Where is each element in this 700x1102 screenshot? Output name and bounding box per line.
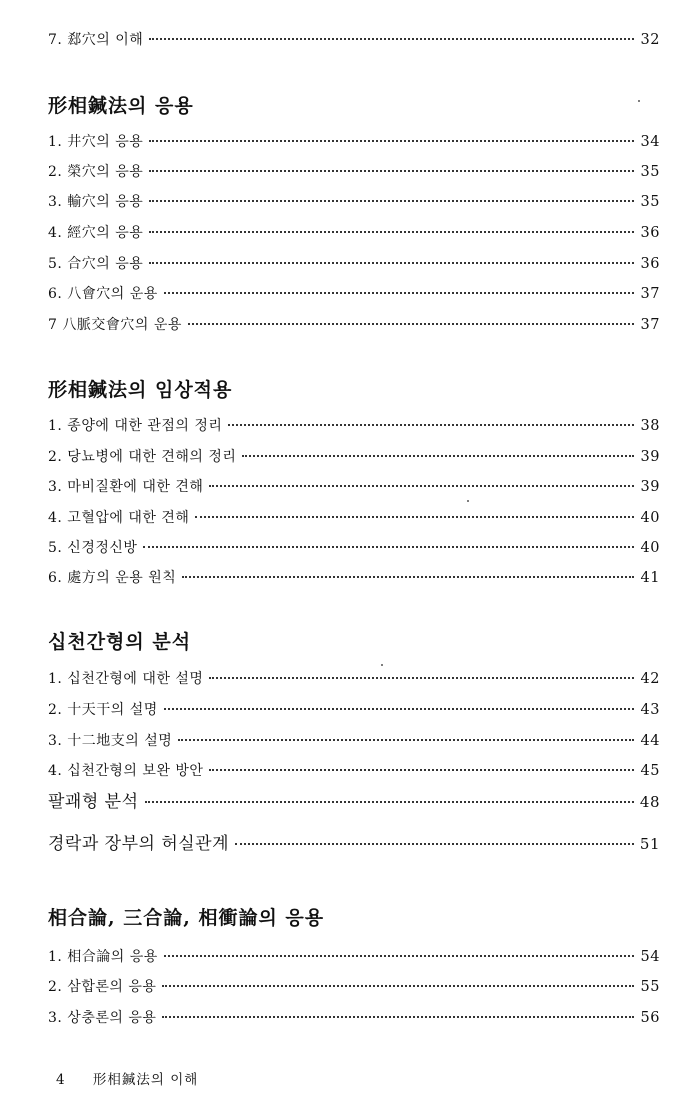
toc-entry [48, 536, 660, 560]
dot-leader [178, 739, 634, 741]
dot-leader [149, 262, 634, 264]
toc-entry-label: 6. 處方의 운용 원칙 [48, 570, 177, 586]
toc-entry [48, 130, 660, 154]
toc-entry-page: 54 [640, 949, 660, 965]
toc-entry-page: 40 [640, 510, 660, 526]
toc-entry-label: 2. 당뇨병에 대한 견해의 정리 [48, 449, 237, 465]
toc-entry-page: 51 [639, 835, 660, 853]
toc-entry-label: 2. 十天干의 설명 [48, 702, 158, 718]
section-heading: 십천간형의 분석 [48, 631, 192, 653]
dot-leader [149, 38, 634, 40]
toc-entry-label: 7. 郄穴의 이해 [48, 32, 144, 48]
dot-leader [149, 200, 634, 202]
toc-entry [48, 759, 660, 783]
toc-entry-page: 56 [640, 1010, 660, 1026]
toc-entry-page: 45 [640, 763, 660, 779]
dot-leader [228, 424, 634, 426]
toc-entry-label: 3. 輸穴의 응용 [48, 194, 144, 210]
toc-chapter-entry [48, 830, 660, 858]
toc-entry-label: 경락과 장부의 허실관계 [48, 834, 230, 854]
toc-entry [48, 729, 660, 753]
scan-speck [467, 500, 469, 502]
toc-entry [48, 282, 660, 306]
toc-entry-page: 35 [640, 164, 660, 180]
running-title: 形相鍼法의 이해 [92, 1072, 199, 1088]
dot-leader [143, 546, 634, 548]
toc-entry-page: 41 [640, 570, 660, 586]
toc-entry-page: 44 [640, 733, 660, 749]
dot-leader [209, 769, 634, 771]
toc-entry [48, 160, 660, 184]
dot-leader [164, 292, 634, 294]
toc-entry-page: 36 [640, 256, 660, 272]
toc-entry-label: 3. 十二地支의 설명 [48, 733, 173, 749]
toc-entry [48, 445, 660, 469]
toc-entry-label: 4. 십천간형의 보완 방안 [48, 763, 204, 779]
toc-entry-label: 5. 合穴의 응용 [48, 256, 144, 272]
toc-entry-page: 38 [640, 418, 660, 434]
section-heading: 形相鍼法의 임상적용 [48, 379, 233, 401]
toc-entry [48, 414, 660, 438]
toc-entry-page: 37 [640, 286, 660, 302]
toc-entry-label: 팔괘형 분석 [48, 792, 139, 812]
toc-entry-page: 48 [639, 793, 660, 811]
toc-entry-label: 1. 相合論의 응용 [48, 949, 158, 965]
toc-entry [48, 221, 660, 245]
toc-entry-label: 1. 종양에 대한 관점의 정리 [48, 418, 223, 434]
toc-chapter-entry [48, 788, 660, 816]
toc-entry-label: 3. 마비질환에 대한 견해 [48, 479, 204, 495]
page-number: 4 [56, 1072, 66, 1088]
toc-entry-page: 32 [640, 32, 660, 48]
toc-entry [48, 506, 660, 530]
scan-speck [381, 664, 383, 666]
dot-leader [145, 801, 634, 803]
toc-entry [48, 475, 660, 499]
dot-leader [209, 485, 634, 487]
toc-entry [48, 667, 660, 691]
toc-entry-label: 2. 榮穴의 응용 [48, 164, 144, 180]
section-heading: 形相鍼法의 응용 [48, 95, 194, 117]
dot-leader [182, 576, 634, 578]
toc-entry-page: 43 [640, 702, 660, 718]
dot-leader [195, 516, 634, 518]
dot-leader [164, 708, 634, 710]
toc-entry-page: 36 [640, 225, 660, 241]
dot-leader [235, 843, 634, 845]
section-heading: 相合論, 三合論, 相衝論의 응용 [48, 907, 325, 929]
toc-entry [48, 190, 660, 214]
toc-entry-label: 4. 經穴의 응용 [48, 225, 144, 241]
toc-entry-page: 55 [640, 979, 660, 995]
toc-entry [48, 945, 660, 969]
toc-entry-label: 4. 고혈압에 대한 견해 [48, 510, 190, 526]
dot-leader [149, 170, 634, 172]
toc-entry-page: 42 [640, 671, 660, 687]
toc-entry [48, 975, 660, 999]
toc-entry-label: 3. 상충론의 응용 [48, 1010, 157, 1026]
toc-entry-label: 6. 八會穴의 운용 [48, 286, 158, 302]
toc-entry [48, 1006, 660, 1030]
toc-entry-page: 39 [640, 449, 660, 465]
scan-speck [638, 100, 640, 102]
toc-entry-label: 1. 십천간형에 대한 설명 [48, 671, 204, 687]
toc-entry [48, 566, 660, 590]
toc-entry-page: 34 [640, 134, 660, 150]
toc-entry [48, 252, 660, 276]
toc-entry-page: 40 [640, 540, 660, 556]
toc-entry-label: 2. 삼합론의 응용 [48, 979, 157, 995]
dot-leader [149, 140, 634, 142]
page-footer [56, 1068, 198, 1088]
toc-entry [48, 698, 660, 722]
toc-entry-page: 39 [640, 479, 660, 495]
dot-leader [162, 985, 634, 987]
toc-entry-label: 5. 신경정신방 [48, 540, 138, 556]
toc-entry [48, 313, 660, 337]
dot-leader [164, 955, 634, 957]
dot-leader [188, 323, 634, 325]
dot-leader [209, 677, 634, 679]
toc-entry-page: 35 [640, 194, 660, 210]
toc-entry-label: 1. 井穴의 응용 [48, 134, 144, 150]
toc-entry-page: 37 [640, 317, 660, 333]
dot-leader [149, 231, 634, 233]
toc-entry [48, 28, 660, 52]
dot-leader [242, 455, 634, 457]
toc-entry-label: 7 八脈交會穴의 운용 [48, 317, 182, 333]
dot-leader [162, 1016, 634, 1018]
